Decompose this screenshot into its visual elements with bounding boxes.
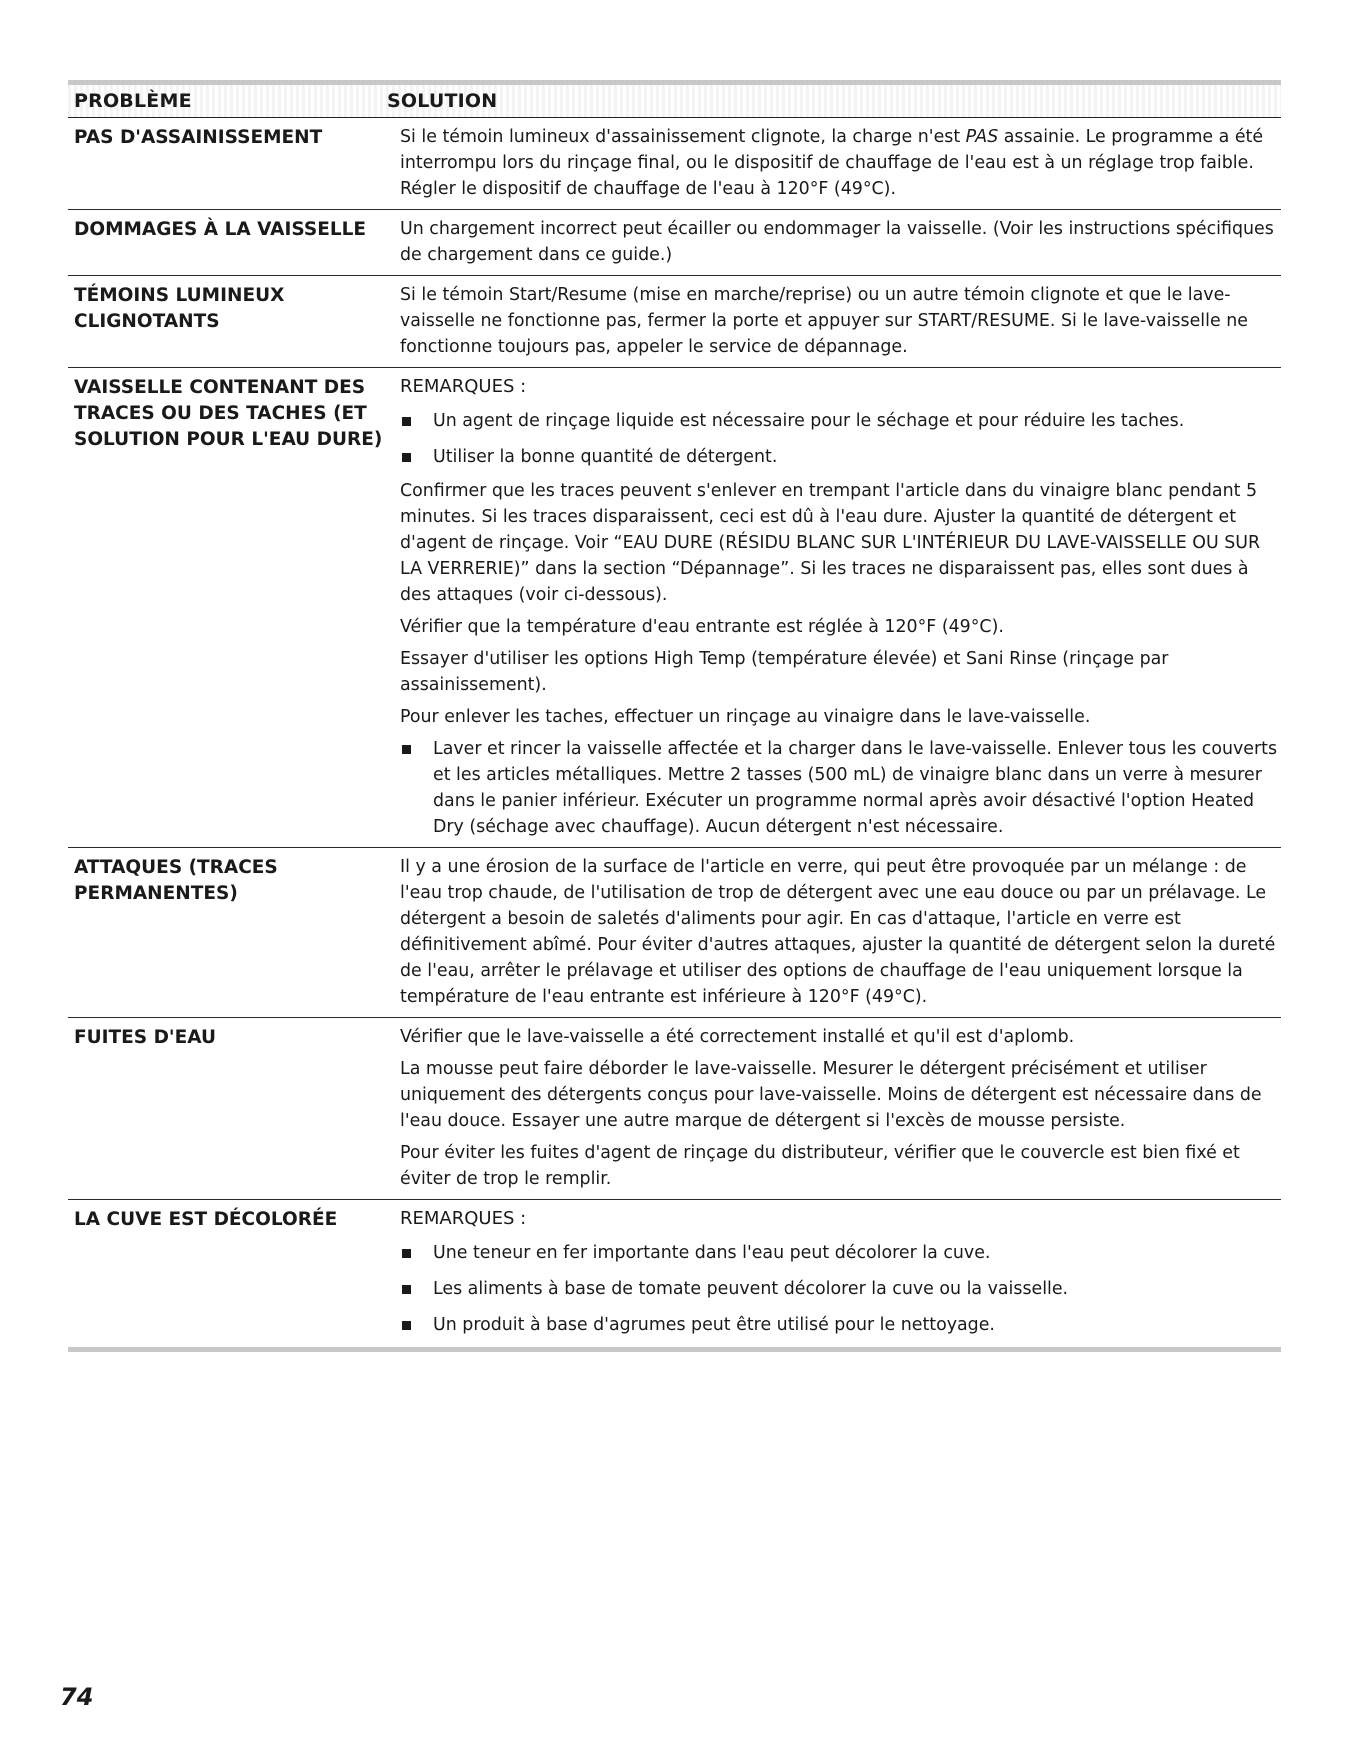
notes-heading: REMARQUES : xyxy=(400,1208,527,1229)
problem-label: DOMMAGES À LA VAISSELLE xyxy=(74,219,367,240)
list-item-text: Un agent de rinçage liquide est nécessaire pour le séchage et pour réduire les taches. xyxy=(433,411,1185,431)
solution-paragraph: Il y a une érosion de la surface de l'article en verre, qui peut être provoquée par un mélange : de l'eau trop chaude, de l'utilisation de trop de détergent avec une eau douce ou par un prélavage. Le détergent a besoin de saletés d'aliments pour agir. En cas d'attaque, l'article en verre est définitivement abîmé. Pour éviter d'autres attaques, ajuster la quantité de détergent selon la dureté de l'eau, arrêter le prélavage et utiliser des options de chauffage de l'eau uniquement lorsque la température de l'eau entrante est inférieure à 120°F (49°C). xyxy=(400,857,1276,1007)
solution-cell xyxy=(400,1206,1281,1340)
solution-cell xyxy=(400,282,1281,360)
solution-paragraph: Pour enlever les taches, effectuer un rinçage au vinaigre dans le lave-vaisselle. xyxy=(400,707,1091,727)
bullet-icon xyxy=(402,1321,411,1330)
solution-paragraph: Si le témoin Start/Resume (mise en marche/reprise) ou un autre témoin clignote et que le lave-vaisselle ne fonctionne pas, fermer la porte et appuyer sur START/RESUME. Si le lave-vaisselle ne fonctionne toujours pas, appeler le service de dépannage. xyxy=(400,285,1248,357)
list-item xyxy=(400,444,1279,470)
bullet-icon xyxy=(402,1285,411,1294)
list-item-text: Les aliments à base de tomate peuvent décolorer la cuve ou la vaisselle. xyxy=(433,1279,1069,1299)
table-row xyxy=(68,848,1281,1018)
troubleshooting-table xyxy=(68,80,1281,1352)
notes-heading: REMARQUES : xyxy=(400,376,527,397)
table-row xyxy=(68,118,1281,210)
steps-list xyxy=(400,736,1279,840)
list-item-text: Utiliser la bonne quantité de détergent. xyxy=(433,447,778,467)
header-problem: PROBLÈME xyxy=(74,90,192,112)
list-item-text: Laver et rincer la vaisselle affectée et la charger dans le lave-vaisselle. Enlever tous les couverts et les articles métalliques. Mettre 2 tasses (500 mL) de vinaigre blanc dans un verre à mesurer dans le panier inférieur. Exécuter un programme normal après avoir désactivé l'option Heated Dry (séchage avec chauffage). Aucun détergent n'est nécessaire. xyxy=(433,739,1278,837)
solution-cell xyxy=(400,854,1281,1010)
table-row xyxy=(68,276,1281,368)
bullet-icon xyxy=(402,417,411,426)
header-solution: SOLUTION xyxy=(387,90,498,112)
list-item xyxy=(400,1276,1279,1302)
solution-cell xyxy=(400,1024,1281,1192)
problem-label: LA CUVE EST DÉCOLORÉE xyxy=(74,1209,338,1230)
bullet-icon xyxy=(402,1249,411,1258)
table-row xyxy=(68,368,1281,848)
solution-paragraph xyxy=(400,124,1279,202)
list-item-text: Un produit à base d'agrumes peut être utilisé pour le nettoyage. xyxy=(433,1315,995,1335)
table-header xyxy=(68,80,1281,118)
list-item xyxy=(400,408,1279,434)
bullet-icon xyxy=(402,745,411,754)
table-row xyxy=(68,1018,1281,1200)
notes-list xyxy=(400,1240,1279,1338)
solution-cell xyxy=(400,216,1281,268)
solution-text: Si le témoin lumineux d'assainissement clignote, la charge n'est xyxy=(400,127,966,147)
notes-list xyxy=(400,408,1279,470)
solution-paragraph: Vérifier que le lave-vaisselle a été correctement installé et qu'il est d'aplomb. xyxy=(400,1027,1075,1047)
solution-paragraph: Essayer d'utiliser les options High Temp (température élevée) et Sani Rinse (rinçage par assainissement). xyxy=(400,649,1169,695)
emphasis-text: PAS xyxy=(965,127,999,147)
solution-text: assainie. Le programme a été interrompu lors du rinçage final, ou le dispositif de chauffage de l'eau est à un réglage trop faible. Régler le dispositif de chauffage de l'eau à 120°F (49°C). xyxy=(400,127,1264,199)
list-item xyxy=(400,736,1279,840)
table-row xyxy=(68,210,1281,276)
problem-label: ATTAQUES (TRACES PERMANENTES) xyxy=(74,857,278,904)
solution-paragraph: La mousse peut faire déborder le lave-vaisselle. Mesurer le détergent précisément et utiliser uniquement des détergents conçus pour lave-vaisselle. Moins de détergent est nécessaire dans de l'eau douce. Essayer une autre marque de détergent si l'excès de mousse persiste. xyxy=(400,1059,1262,1131)
list-item-text: Une teneur en fer importante dans l'eau peut décolorer la cuve. xyxy=(433,1243,991,1263)
problem-label: FUITES D'EAU xyxy=(74,1027,216,1048)
solution-cell xyxy=(400,124,1281,202)
problem-label: PAS D'ASSAINISSEMENT xyxy=(74,127,323,148)
page-number: 74 xyxy=(60,1683,94,1711)
solution-paragraph: Un chargement incorrect peut écailler ou endommager la vaisselle. (Voir les instructions spécifiques de chargement dans ce guide.) xyxy=(400,219,1274,265)
solution-cell xyxy=(400,374,1281,840)
problem-label: TÉMOINS LUMINEUX CLIGNOTANTS xyxy=(74,285,285,332)
bullet-icon xyxy=(402,453,411,462)
solution-paragraph: Confirmer que les traces peuvent s'enlever en trempant l'article dans du vinaigre blanc pendant 5 minutes. Si les traces disparaissent, ceci est dû à l'eau dure. Ajuster la quantité de détergent et d'agent de rinçage. Voir “EAU DURE (RÉSIDU BLANC SUR L'INTÉRIEUR DU LAVE-VAISSELLE OU SUR LA VERRERIE)” dans la section “Dépannage”. Si les traces ne disparaissent pas, elles sont dues à des attaques (voir ci-dessous). xyxy=(400,481,1261,605)
solution-paragraph: Pour éviter les fuites d'agent de rinçage du distributeur, vérifier que le couvercle est bien fixé et éviter de trop le remplir. xyxy=(400,1143,1240,1189)
problem-label: VAISSELLE CONTENANT DES TRACES OU DES TACHES (ET SOLUTION POUR L'EAU DURE) xyxy=(74,377,383,450)
solution-paragraph: Vérifier que la température d'eau entrante est réglée à 120°F (49°C). xyxy=(400,617,1004,637)
list-item xyxy=(400,1312,1279,1338)
table-row xyxy=(68,1200,1281,1352)
list-item xyxy=(400,1240,1279,1266)
